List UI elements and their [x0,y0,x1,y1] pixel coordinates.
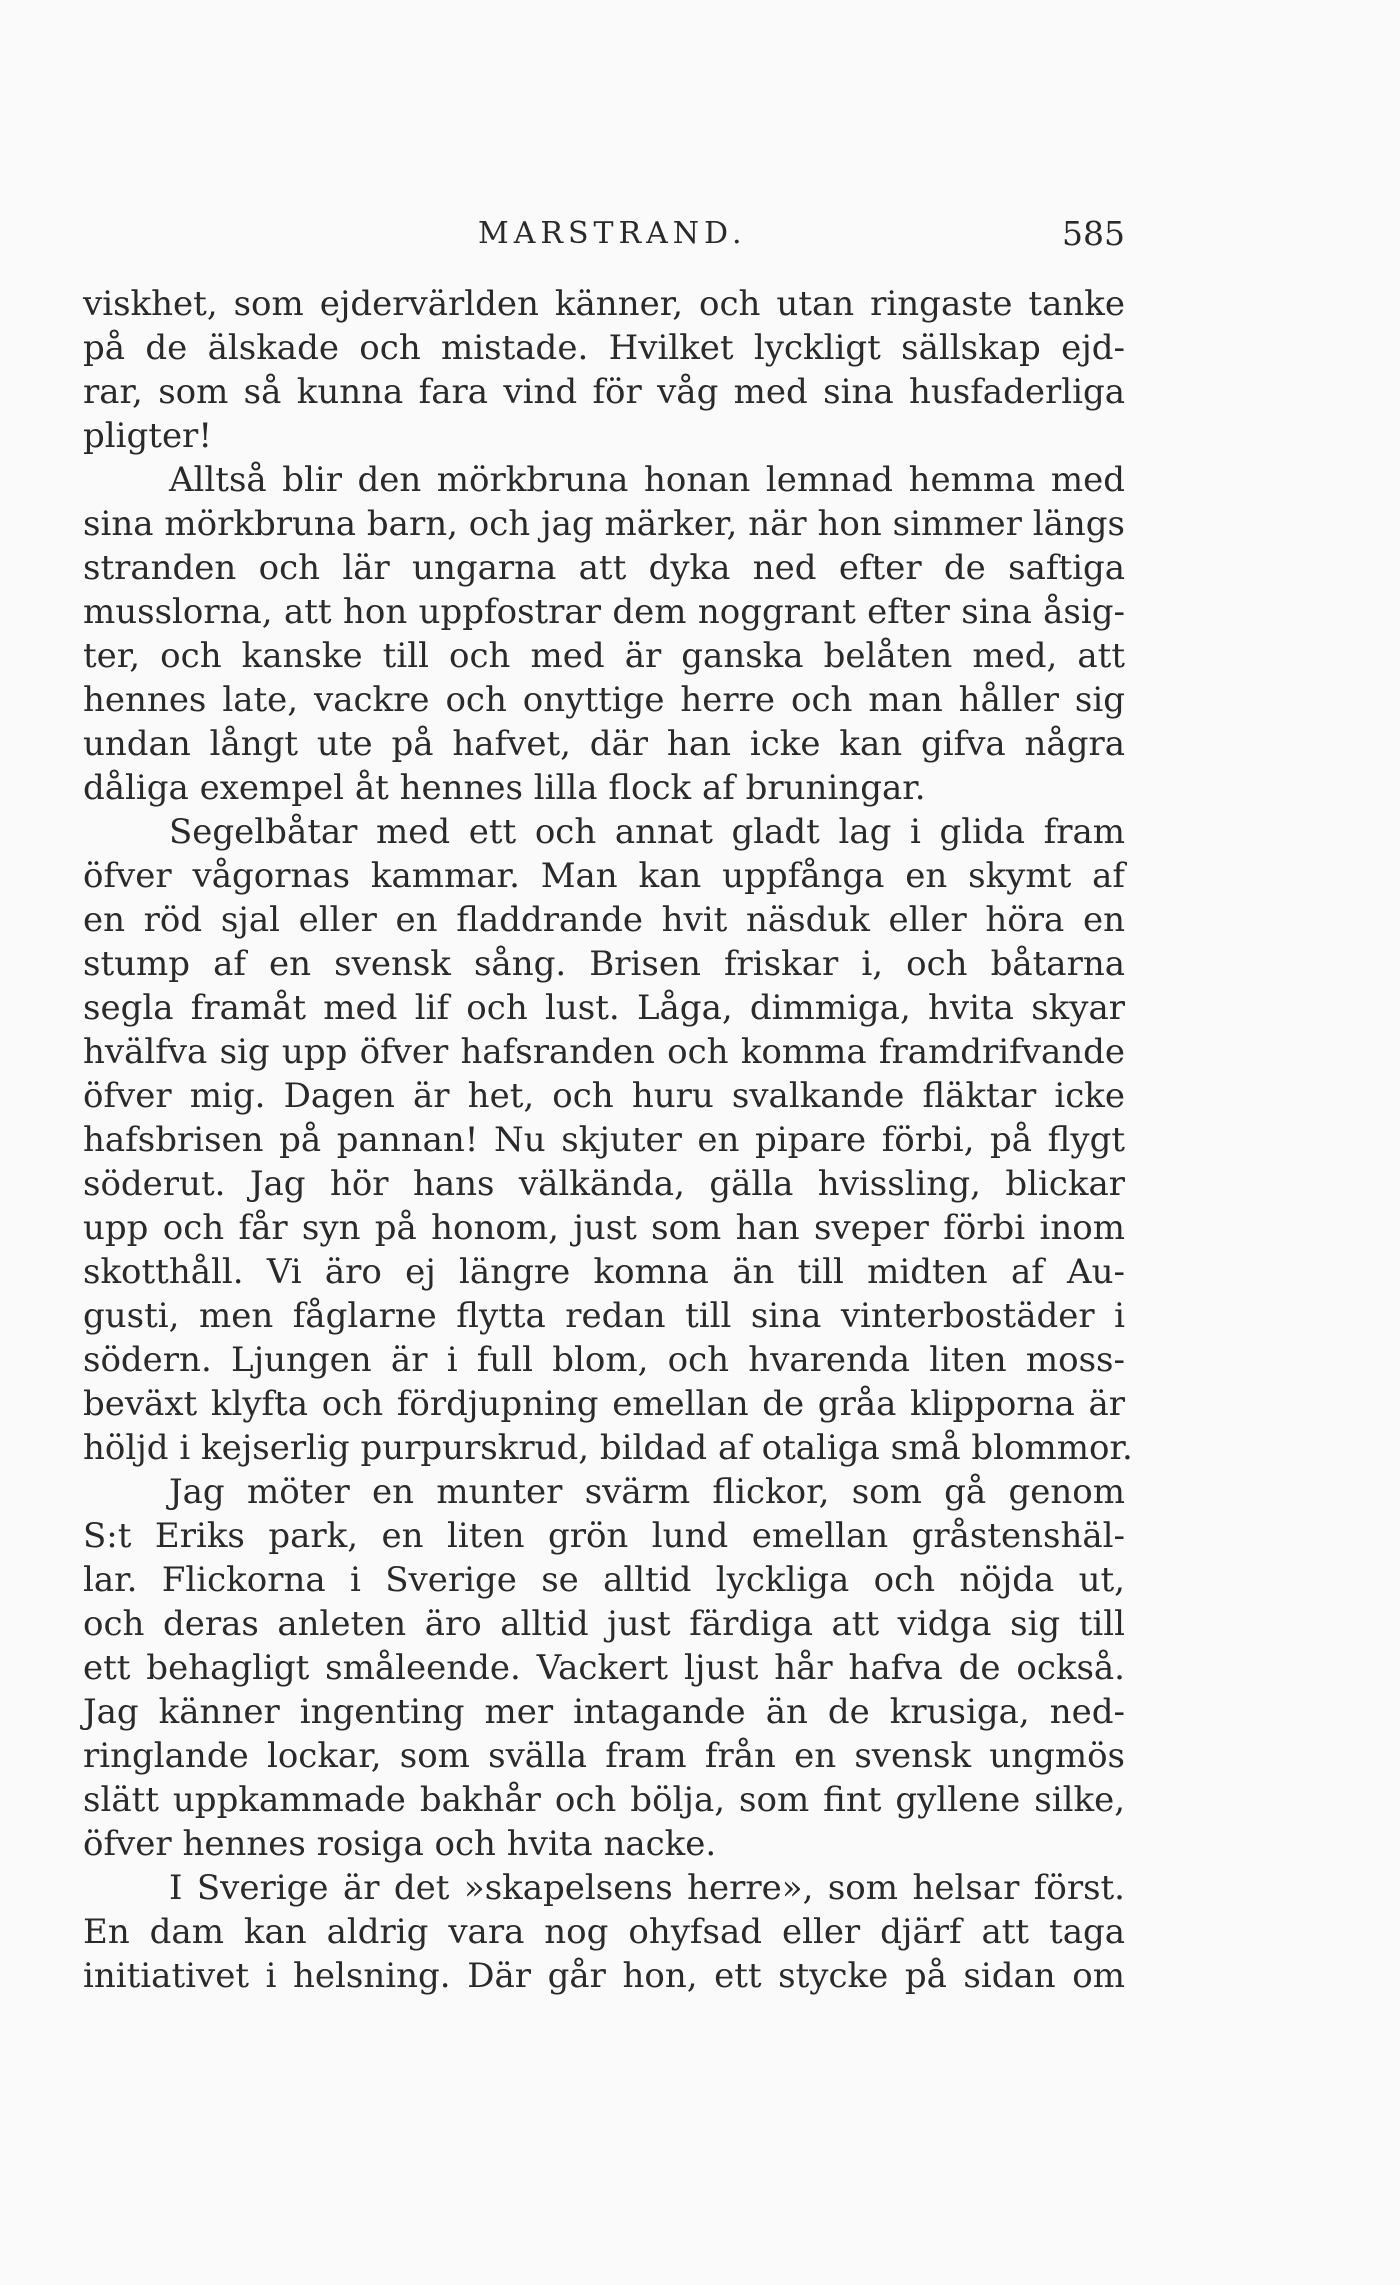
text-line: Alltså blir den mörkbruna honan lemnad hemma med [169,460,1125,500]
text-line: En dam kan aldrig vara nog ohyfsad eller djärf att taga [83,1912,1125,1952]
text-line: hafsbrisen på pannan! Nu skjuter en pipare förbi, på flygt [83,1120,1125,1160]
text-line: öfver vågornas kammar. Man kan uppfånga en skymt af [83,856,1125,896]
text-line: höljd i kejserlig purpurskrud, bildad af otaliga små blommor. [83,1428,1133,1468]
text-line: I Sverige är det »skapelsens herre», som helsar först. [169,1868,1125,1908]
text-line: pligter! [83,416,212,456]
text-line: viskhet, som ejdervärlden känner, och utan ringaste tanke [83,284,1125,324]
text-line: Jag möter en munter svärm flickor, som gå genom [169,1472,1125,1512]
text-line: initiativet i helsning. Där går hon, ett stycke på sidan om [83,1956,1125,1996]
text-line: öfver mig. Dagen är het, och huru svalkande fläktar icke [83,1076,1125,1116]
text-line: på de älskade och mistade. Hvilket lyckligt sällskap ejd- [83,328,1125,368]
text-line: upp och får syn på honom, just som han sveper förbi inom [83,1208,1125,1248]
text-line: lar. Flickorna i Sverige se alltid lyckliga och nöjda ut, [83,1560,1125,1600]
text-line: södern. Ljungen är i full blom, och hvarenda liten moss- [83,1340,1125,1380]
text-line: öfver hennes rosiga och hvita nacke. [83,1824,717,1864]
running-title: MARSTRAND. [478,216,747,251]
text-line: musslorna, att hon uppfostrar dem noggrant efter sina åsig- [83,592,1125,632]
text-line: stump af en svensk sång. Brisen friskar i, och båtarna [83,944,1125,984]
text-line: Jag känner ingenting mer intagande än de krusiga, ned- [83,1692,1125,1732]
text-line: segla framåt med lif och lust. Låga, dimmiga, hvita skyar [83,988,1125,1028]
body-text [83,282,1133,1998]
running-head [83,210,1125,258]
text-line: ett behagligt småleende. Vackert ljust hår hafva de också. [83,1648,1125,1688]
text-line: S:t Eriks park, en liten grön lund emellan gråstenshäl- [83,1516,1125,1556]
text-line: en röd sjal eller en fladdrande hvit näsduk eller höra en [83,900,1125,940]
text-line: hennes late, vackre och onyttige herre och man håller sig [83,680,1125,720]
text-line: och deras anleten äro alltid just färdiga att vidga sig till [83,1604,1125,1644]
page-number: 585 [1062,214,1125,253]
text-line: sina mörkbruna barn, och jag märker, när hon simmer längs [83,504,1125,544]
text-line: stranden och lär ungarna att dyka ned efter de saftiga [83,548,1125,588]
text-line: slätt uppkammade bakhår och bölja, som fint gyllene silke, [83,1780,1125,1820]
text-line: gusti, men fåglarne flytta redan till sina vinterbostäder i [83,1296,1125,1336]
text-line: söderut. Jag hör hans välkända, gälla hvissling, blickar [83,1164,1125,1204]
text-line: undan långt ute på hafvet, där han icke kan gifva några [83,724,1125,764]
text-line: dåliga exempel åt hennes lilla flock af bruningar. [83,768,926,808]
text-line: ringlande lockar, som svälla fram från en svensk ungmös [83,1736,1125,1776]
text-line: skotthåll. Vi äro ej längre komna än till midten af Au- [83,1252,1125,1292]
text-line: ter, och kanske till och med är ganska belåten med, att [83,636,1125,676]
text-line: Segelbåtar med ett och annat gladt lag i glida fram [169,812,1125,852]
text-line: hvälfva sig upp öfver hafsranden och komma framdrifvande [83,1032,1125,1072]
text-line: beväxt klyfta och fördjupning emellan de gråa klipporna är [83,1384,1125,1424]
text-line: rar, som så kunna fara vind för våg med sina husfaderliga [83,372,1125,412]
